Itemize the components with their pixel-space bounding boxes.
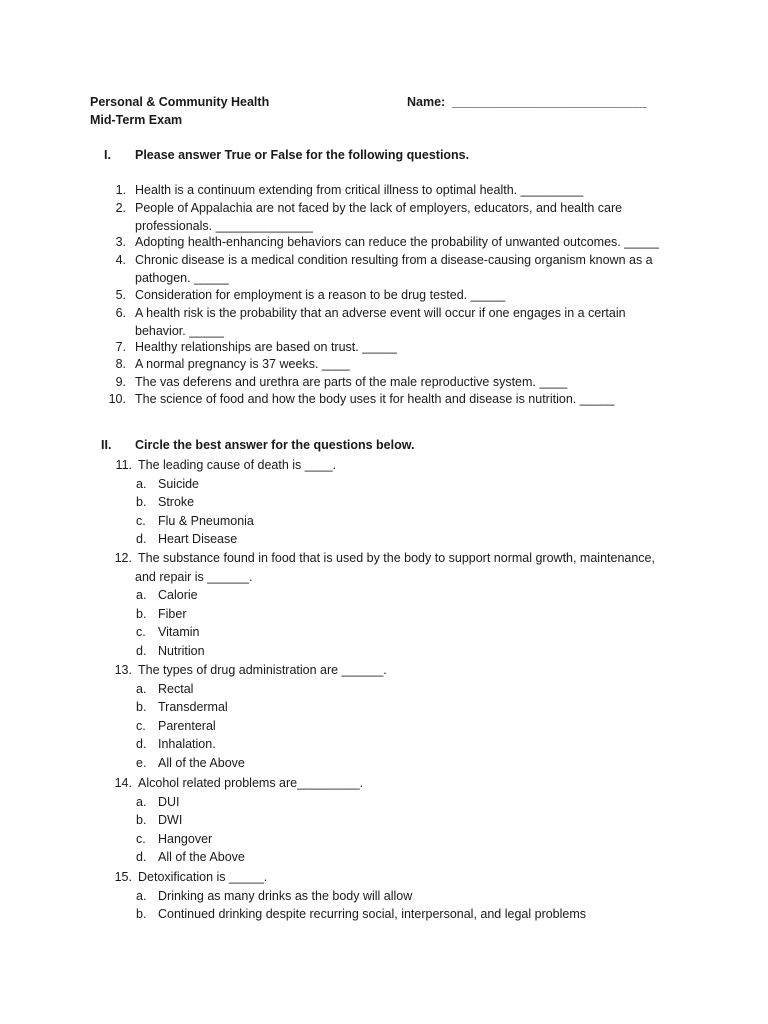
mc-question-number: 12. bbox=[114, 551, 132, 565]
tf-question-text: professionals. ______________ bbox=[135, 218, 313, 233]
option-letter: a. bbox=[136, 476, 147, 491]
option-letter: a. bbox=[136, 888, 147, 903]
option-letter: a. bbox=[136, 794, 147, 809]
tf-question-text: Healthy relationships are based on trust. _____ bbox=[135, 340, 397, 354]
option-letter: a. bbox=[136, 588, 147, 603]
option-text: Calorie bbox=[158, 588, 198, 603]
tf-question-number: 6. bbox=[115, 306, 126, 320]
mc-question-number: 11. bbox=[115, 458, 132, 472]
option-text: Heart Disease bbox=[158, 532, 238, 547]
tf-question-text: Health is a continuum extending from critical illness to optimal health. _________ bbox=[135, 183, 584, 197]
tf-question-text: A normal pregnancy is 37 weeks. ____ bbox=[135, 357, 350, 371]
tf-question-number: 8. bbox=[115, 357, 126, 371]
option-text: Hangover bbox=[158, 831, 213, 846]
option-text: DWI bbox=[158, 813, 183, 828]
tf-question-text: People of Appalachia are not faced by the lack of employers, educators, and health care bbox=[135, 201, 623, 215]
option-text: Parenteral bbox=[158, 718, 216, 733]
name-label: Name: bbox=[407, 95, 446, 109]
mc-question-text: Alcohol related problems are_________. bbox=[138, 776, 364, 790]
name-blank: ____________________________ bbox=[452, 95, 647, 109]
section-1-heading: Please answer True or False for the following questions. bbox=[135, 148, 470, 162]
mc-question-text: The leading cause of death is ____. bbox=[138, 458, 337, 472]
tf-question-number: 2. bbox=[115, 201, 126, 215]
tf-question-number: 3. bbox=[115, 235, 126, 249]
option-letter: d. bbox=[136, 850, 147, 865]
mc-question-number: 14. bbox=[114, 776, 132, 790]
mc-question-number: 15. bbox=[114, 870, 132, 884]
mc-question-number: 13. bbox=[114, 663, 132, 677]
option-text: Rectal bbox=[158, 681, 194, 696]
tf-question-text: pathogen. _____ bbox=[135, 270, 229, 285]
tf-question-number: 1. bbox=[115, 183, 126, 197]
section-2-heading: Circle the best answer for the questions below. bbox=[135, 438, 415, 452]
option-letter: c. bbox=[136, 513, 146, 528]
mc-question-text: and repair is ______. bbox=[135, 569, 253, 584]
option-text: Flu & Pneumonia bbox=[158, 513, 254, 528]
option-letter: d. bbox=[136, 644, 147, 658]
option-text: Suicide bbox=[158, 476, 199, 491]
tf-question-number: 9. bbox=[115, 375, 126, 389]
mc-question-text: The substance found in food that is used by the body to support normal growth, maintenance, bbox=[138, 551, 655, 565]
option-letter: d. bbox=[136, 737, 147, 752]
option-letter: c. bbox=[136, 831, 146, 846]
option-text: Transdermal bbox=[158, 700, 228, 715]
tf-question-text: behavior. _____ bbox=[135, 323, 224, 338]
option-letter: b. bbox=[136, 813, 147, 828]
course-title: Personal & Community Health bbox=[90, 95, 270, 109]
option-letter: c. bbox=[136, 625, 146, 640]
option-text: Vitamin bbox=[158, 625, 200, 640]
option-letter: d. bbox=[136, 532, 147, 547]
tf-question-text: Adopting health-enhancing behaviors can reduce the probability of unwanted outcomes. _____ bbox=[135, 235, 659, 249]
option-text: Nutrition bbox=[158, 644, 205, 658]
option-text: Drinking as many drinks as the body will allow bbox=[158, 888, 413, 903]
option-text: Stroke bbox=[158, 495, 195, 510]
tf-question-text: A health risk is the probability that an adverse event will occur if one engages in a certain bbox=[135, 306, 626, 320]
option-letter: b. bbox=[136, 495, 147, 510]
option-letter: b. bbox=[136, 907, 147, 922]
option-letter: b. bbox=[136, 606, 147, 621]
tf-question-text: The science of food and how the body uses it for health and disease is nutrition. _____ bbox=[135, 392, 615, 406]
section-1-numeral: I. bbox=[104, 148, 111, 162]
tf-question-text: Chronic disease is a medical condition resulting from a disease-causing organism known as a bbox=[135, 253, 653, 267]
exam-title: Mid-Term Exam bbox=[90, 113, 183, 127]
tf-question-number: 4. bbox=[115, 253, 126, 267]
option-text: DUI bbox=[158, 794, 180, 809]
option-text: Continued drinking despite recurring social, interpersonal, and legal problems bbox=[158, 907, 587, 922]
tf-question-number: 7. bbox=[115, 340, 126, 354]
option-text: All of the Above bbox=[158, 850, 245, 865]
option-letter: b. bbox=[136, 700, 147, 715]
option-text: All of the Above bbox=[158, 756, 245, 770]
mc-question-text: The types of drug administration are ______. bbox=[138, 663, 387, 677]
option-text: Inhalation. bbox=[158, 737, 216, 752]
option-letter: a. bbox=[136, 681, 147, 696]
section-2-numeral: II. bbox=[101, 438, 112, 452]
option-text: Fiber bbox=[158, 606, 187, 621]
option-letter: e. bbox=[136, 756, 147, 770]
mc-question-text: Detoxification is _____. bbox=[138, 870, 268, 884]
tf-question-number: 5. bbox=[115, 288, 126, 302]
tf-question-text: The vas deferens and urethra are parts of the male reproductive system. ____ bbox=[135, 375, 568, 389]
option-letter: c. bbox=[136, 718, 146, 733]
tf-question-number: 10. bbox=[108, 392, 126, 406]
tf-question-text: Consideration for employment is a reason to be drug tested. _____ bbox=[135, 288, 506, 302]
